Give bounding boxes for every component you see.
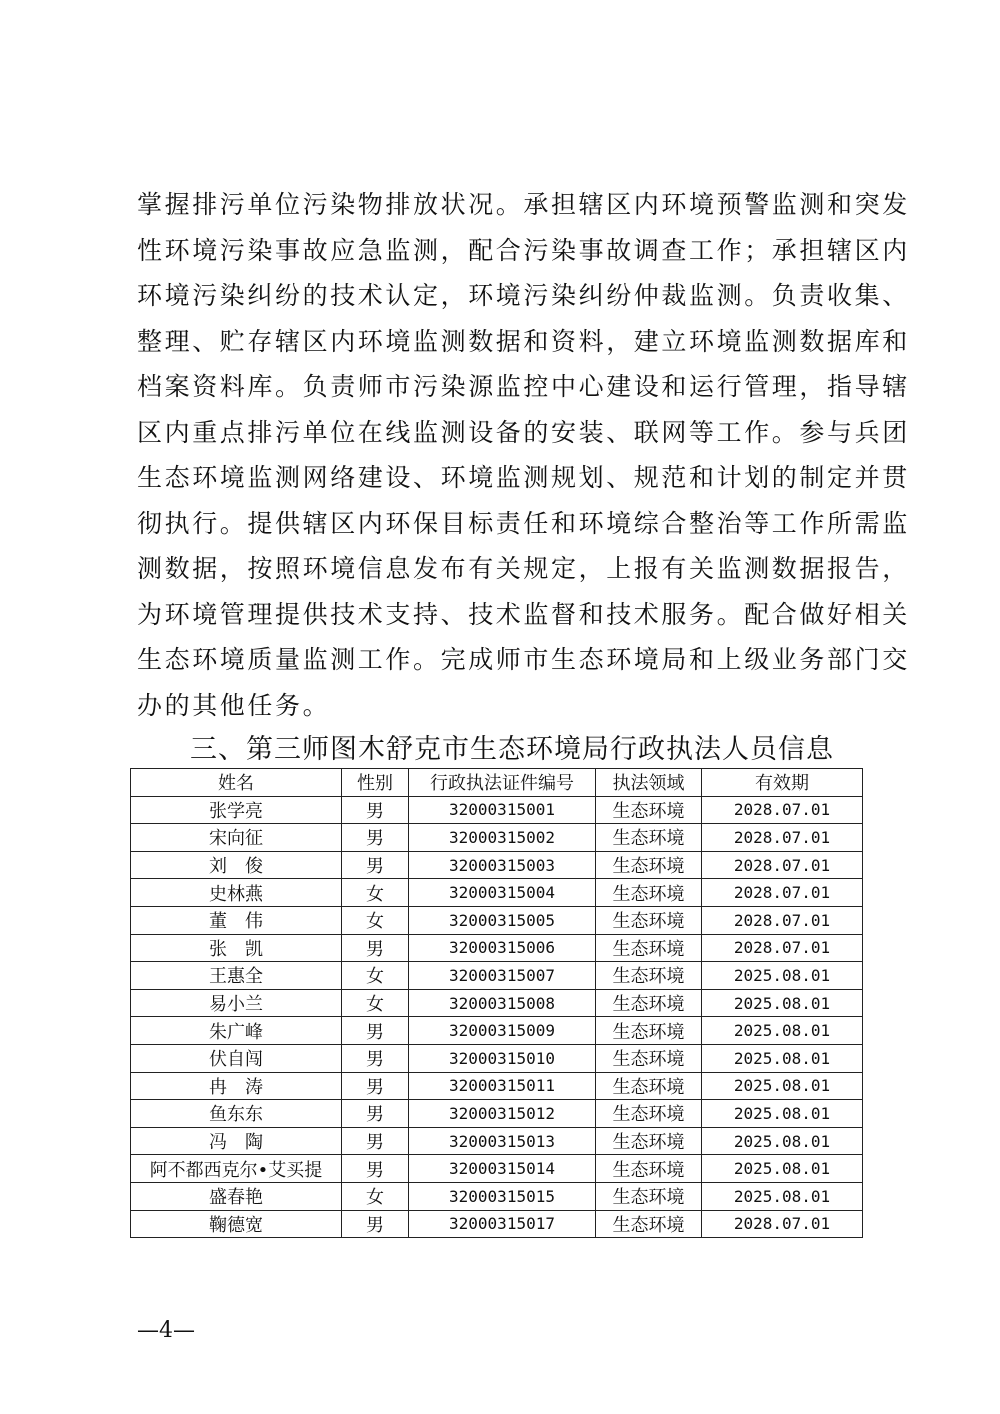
section-title: 三、第三师图木舒克市生态环境局行政执法人员信息 (190, 734, 834, 765)
cell-validity: 2025.08.01 (702, 1182, 863, 1210)
table-row (131, 906, 863, 934)
cell-certificate-number: 32000315010 (409, 1044, 596, 1072)
cell-enforcement-field: 生态环境 (596, 1155, 702, 1183)
cell-name: 刘 俊 (131, 851, 342, 879)
cell-gender: 男 (342, 1210, 409, 1238)
table-row (131, 934, 863, 962)
cell-certificate-number: 32000315004 (409, 879, 596, 907)
table-row (131, 879, 863, 907)
cell-name: 张 凯 (131, 934, 342, 962)
cell-validity: 2028.07.01 (702, 879, 863, 907)
table-row (131, 1127, 863, 1155)
cell-gender: 女 (342, 989, 409, 1017)
cell-validity: 2025.08.01 (702, 962, 863, 990)
cell-enforcement-field: 生态环境 (596, 1127, 702, 1155)
cell-certificate-number: 32000315002 (409, 824, 596, 852)
cell-gender: 女 (342, 906, 409, 934)
cell-name: 冉 涛 (131, 1072, 342, 1100)
cell-validity: 2025.08.01 (702, 1044, 863, 1072)
cell-certificate-number: 32000315001 (409, 796, 596, 824)
cell-validity: 2028.07.01 (702, 1210, 863, 1238)
table-row (131, 989, 863, 1017)
cell-name: 王惠全 (131, 962, 342, 990)
cell-gender: 男 (342, 851, 409, 879)
paragraph-line: 性环境污染事故应急监测，配合污染事故调查工作；承担辖区内 (137, 235, 910, 265)
cell-name: 冯 陶 (131, 1127, 342, 1155)
table-row (131, 1155, 863, 1183)
cell-name: 阿不都西克尔•艾买提 (131, 1155, 342, 1183)
cell-name: 史林燕 (131, 879, 342, 907)
cell-name: 易小兰 (131, 989, 342, 1017)
cell-name: 鱼东东 (131, 1100, 342, 1128)
cell-validity: 2025.08.01 (702, 1100, 863, 1128)
cell-name: 盛春艳 (131, 1182, 342, 1210)
cell-gender: 女 (342, 1182, 409, 1210)
table-row (131, 1044, 863, 1072)
table-row (131, 962, 863, 990)
cell-enforcement-field: 生态环境 (596, 1072, 702, 1100)
cell-validity: 2028.07.01 (702, 824, 863, 852)
body-paragraph (137, 182, 910, 728)
cell-enforcement-field: 生态环境 (596, 1182, 702, 1210)
cell-gender: 男 (342, 1044, 409, 1072)
cell-gender: 男 (342, 1100, 409, 1128)
table-row (131, 796, 863, 824)
cell-name: 张学亮 (131, 796, 342, 824)
table-row (131, 1210, 863, 1238)
paragraph-line: 档案资料库。负责师市污染源监控中心建设和运行管理，指导辖 (137, 372, 910, 401)
cell-enforcement-field: 生态环境 (596, 851, 702, 879)
paragraph-line: 区内重点排污单位在线监测设备的安装、联网等工作。参与兵团 (137, 417, 910, 447)
cell-gender: 男 (342, 824, 409, 852)
cell-certificate-number: 32000315003 (409, 851, 596, 879)
cell-certificate-number: 32000315013 (409, 1127, 596, 1155)
cell-enforcement-field: 生态环境 (596, 989, 702, 1017)
cell-validity: 2025.08.01 (702, 1072, 863, 1100)
cell-enforcement-field: 生态环境 (596, 824, 702, 852)
header-gender: 性别 (342, 769, 409, 797)
cell-enforcement-field: 生态环境 (596, 1210, 702, 1238)
cell-enforcement-field: 生态环境 (596, 934, 702, 962)
table-header-row (131, 769, 863, 797)
cell-gender: 男 (342, 1155, 409, 1183)
cell-enforcement-field: 生态环境 (596, 1100, 702, 1128)
cell-certificate-number: 32000315014 (409, 1155, 596, 1183)
paragraph-line: 生态环境质量监测工作。完成师市生态环境局和上级业务部门交 (137, 645, 910, 674)
header-certificate-number: 行政执法证件编号 (409, 769, 596, 797)
cell-certificate-number: 32000315005 (409, 906, 596, 934)
paragraph-line: 掌握排污单位污染物排放状况。承担辖区内环境预警监测和突发 (137, 190, 910, 219)
cell-name: 宋向征 (131, 824, 342, 852)
table-row (131, 851, 863, 879)
paragraph-line: 测数据，按照环境信息发布有关规定，上报有关监测数据报告， (137, 554, 910, 583)
cell-validity: 2025.08.01 (702, 1155, 863, 1183)
cell-certificate-number: 32000315011 (409, 1072, 596, 1100)
table-row (131, 824, 863, 852)
cell-certificate-number: 32000315006 (409, 934, 596, 962)
cell-validity: 2025.08.01 (702, 989, 863, 1017)
header-validity: 有效期 (702, 769, 863, 797)
cell-enforcement-field: 生态环境 (596, 1017, 702, 1045)
cell-enforcement-field: 生态环境 (596, 906, 702, 934)
paragraph-line: 为环境管理提供技术支持、技术监督和技术服务。配合做好相关 (137, 599, 910, 629)
paragraph-line: 整理、贮存辖区内环境监测数据和资料，建立环境监测数据库和 (137, 326, 910, 356)
cell-name: 鞠德宽 (131, 1210, 342, 1238)
cell-gender: 女 (342, 879, 409, 907)
cell-gender: 男 (342, 1127, 409, 1155)
cell-validity: 2028.07.01 (702, 906, 863, 934)
cell-validity: 2025.08.01 (702, 1017, 863, 1045)
cell-validity: 2028.07.01 (702, 796, 863, 824)
cell-gender: 女 (342, 962, 409, 990)
table-row (131, 1182, 863, 1210)
page-number: —4— (137, 1318, 195, 1343)
cell-certificate-number: 32000315009 (409, 1017, 596, 1045)
table-row (131, 1072, 863, 1100)
cell-enforcement-field: 生态环境 (596, 879, 702, 907)
table-row (131, 1100, 863, 1128)
cell-name: 朱广峰 (131, 1017, 342, 1045)
cell-gender: 男 (342, 796, 409, 824)
cell-gender: 男 (342, 934, 409, 962)
cell-certificate-number: 32000315007 (409, 962, 596, 990)
cell-validity: 2028.07.01 (702, 934, 863, 962)
cell-enforcement-field: 生态环境 (596, 962, 702, 990)
cell-certificate-number: 32000315012 (409, 1100, 596, 1128)
cell-name: 伏自闯 (131, 1044, 342, 1072)
table-row (131, 1017, 863, 1045)
cell-certificate-number: 32000315008 (409, 989, 596, 1017)
header-name: 姓名 (131, 769, 342, 797)
cell-gender: 男 (342, 1017, 409, 1045)
cell-enforcement-field: 生态环境 (596, 1044, 702, 1072)
cell-validity: 2028.07.01 (702, 851, 863, 879)
staff-table (130, 768, 863, 1238)
table-body (131, 796, 863, 1238)
cell-validity: 2025.08.01 (702, 1127, 863, 1155)
paragraph-line: 生态环境监测网络建设、环境监测规划、规范和计划的制定并贯 (137, 463, 910, 492)
paragraph-line: 彻执行。提供辖区内环保目标责任和环境综合整治等工作所需监 (137, 508, 910, 538)
cell-certificate-number: 32000315017 (409, 1210, 596, 1238)
paragraph-line: 环境污染纠纷的技术认定，环境污染纠纷仲裁监测。负责收集、 (137, 281, 910, 310)
cell-name: 董 伟 (131, 906, 342, 934)
cell-enforcement-field: 生态环境 (596, 796, 702, 824)
paragraph-line: 办的其他任务。 (137, 690, 331, 720)
header-enforcement-field: 执法领域 (596, 769, 702, 797)
cell-certificate-number: 32000315015 (409, 1182, 596, 1210)
cell-gender: 男 (342, 1072, 409, 1100)
